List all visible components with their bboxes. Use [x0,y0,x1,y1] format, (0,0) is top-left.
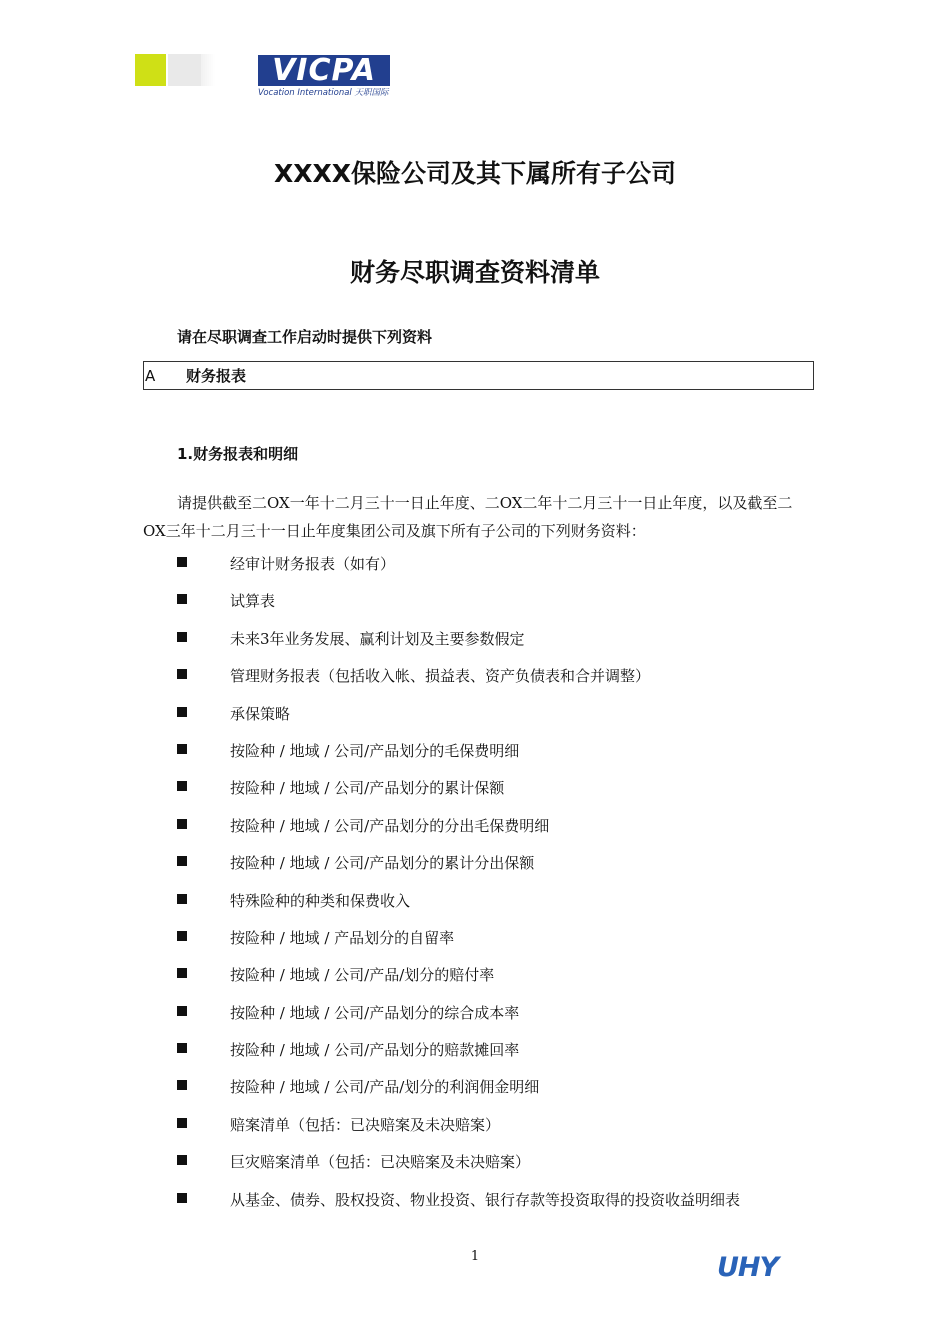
list-item: 按险种 / 地域 / 公司/产品划分的累计保额 [0,777,950,814]
square-bullet-icon [177,1080,187,1090]
intro-paragraph: 请提供截至二OX一年十二月三十一日止年度、二OX二年十二月三十一日止年度，以及截至二OX三年十二月三十一日止年度集团公司及旗下所有子公司的下列财务资料： [143,494,793,540]
section-title: 财务报表 [186,367,247,385]
square-bullet-icon [177,557,187,567]
list-item: 按险种 / 地域 / 公司/产品划分的综合成本率 [0,1002,950,1039]
uhy-logo: UHY [717,1252,779,1283]
logo-block-fade [201,54,215,86]
square-bullet-icon [177,931,187,941]
list-item: 从基金、债券、股权投资、物业投资、银行存款等投资取得的投资收益明细表 [0,1189,950,1226]
subheading: 1.财务报表和明细 [177,445,299,463]
square-bullet-icon [177,707,187,717]
section-letter: A [145,367,156,385]
list-item: 按险种 / 地域 / 公司/产品划分的赔款摊回率 [0,1039,950,1076]
square-bullet-icon [177,1006,187,1016]
square-bullet-icon [177,856,187,866]
square-bullet-icon [177,968,187,978]
square-bullet-icon [177,744,187,754]
square-bullet-icon [177,1155,187,1165]
list-item: 按险种 / 地域 / 公司/产品划分的毛保费明细 [0,740,950,777]
square-bullet-icon [177,632,187,642]
square-bullet-icon [177,1193,187,1203]
list-item: 试算表 [0,590,950,627]
list-item: 赔案清单（包括：已决赔案及未决赔案） [0,1114,950,1151]
logo-block-grey [168,54,201,86]
list-item: 按险种 / 地域 / 公司/产品划分的累计分出保额 [0,852,950,889]
list-item: 按险种 / 地域 / 公司/产品/划分的赔付率 [0,964,950,1001]
bullet-list [0,553,950,1226]
square-bullet-icon [177,594,187,604]
list-item: 按险种 / 地域 / 产品划分的自留率 [0,927,950,964]
document-title: XXXX保险公司及其下属所有子公司 [273,159,677,188]
page-number: 1 [470,1249,480,1264]
square-bullet-icon [177,894,187,904]
square-bullet-icon [177,1118,187,1128]
vicpa-logo: VICPA [258,55,390,86]
square-bullet-icon [177,669,187,679]
list-item: 按险种 / 地域 / 公司/产品/划分的利润佣金明细 [0,1076,950,1113]
logo-block-green [135,54,166,86]
list-item: 承保策略 [0,703,950,740]
square-bullet-icon [177,1043,187,1053]
list-item: 管理财务报表（包括收入帐、损益表、资产负债表和合并调整） [0,665,950,702]
instruction-text: 请在尽职调查工作启动时提供下列资料 [177,328,433,346]
square-bullet-icon [177,781,187,791]
vicpa-logo-subtitle: Vocation International 天职国际 [258,88,389,98]
document-subtitle: 财务尽职调查资料清单 [349,258,600,287]
list-item: 未来3年业务发展、赢利计划及主要参数假定 [0,628,950,665]
list-item: 按险种 / 地域 / 公司/产品划分的分出毛保费明细 [0,815,950,852]
list-item: 特殊险种的种类和保费收入 [0,890,950,927]
square-bullet-icon [177,819,187,829]
list-item: 经审计财务报表（如有） [0,553,950,590]
list-item: 巨灾赔案清单（包括：已决赔案及未决赔案） [0,1151,950,1188]
